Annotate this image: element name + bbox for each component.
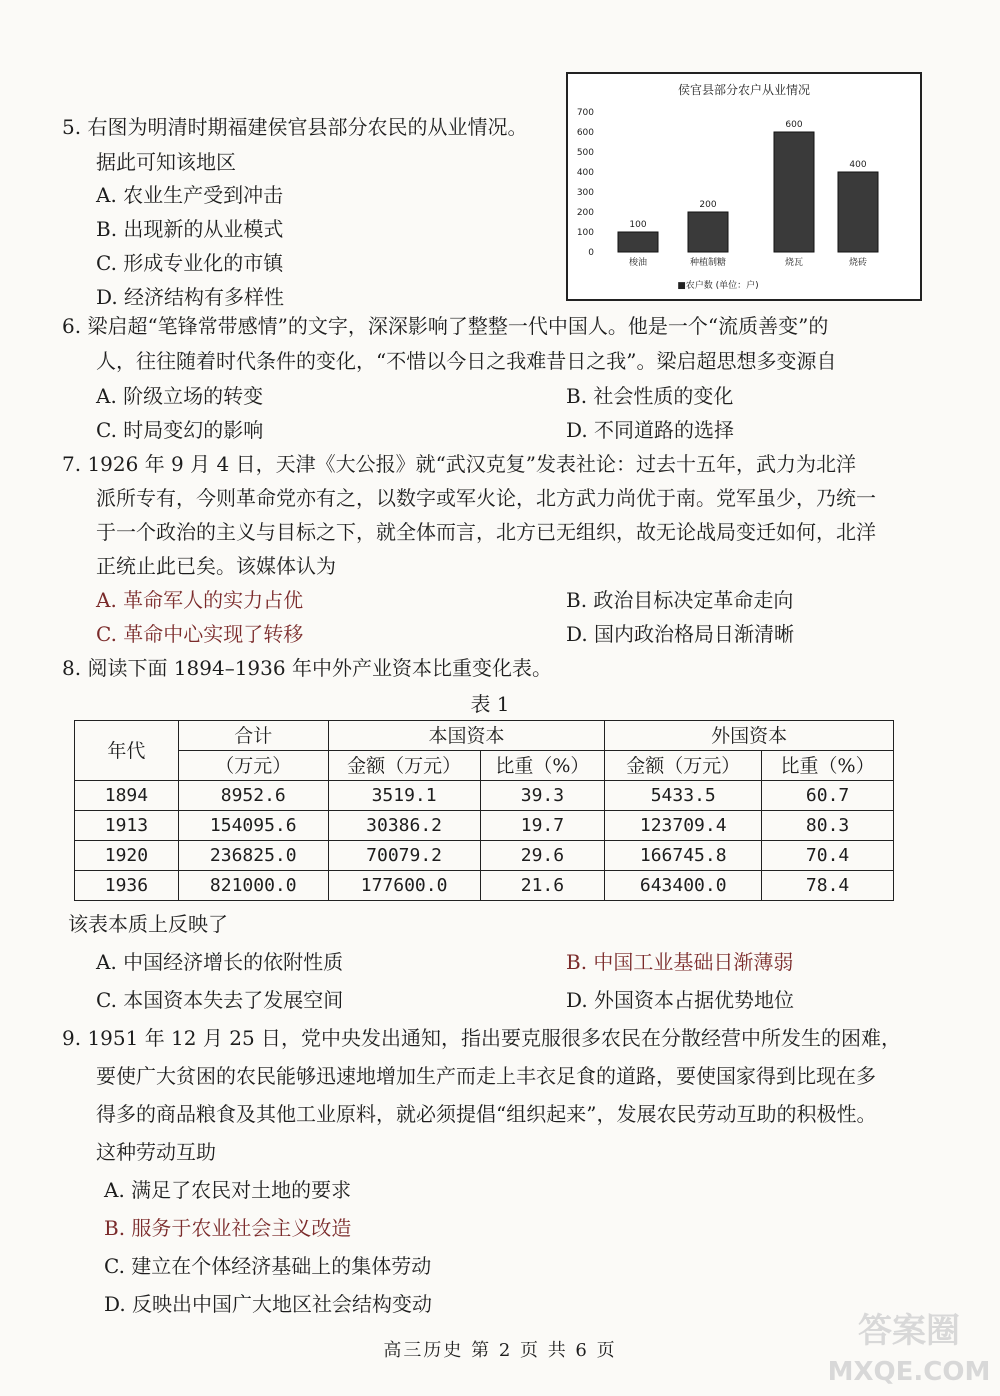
q6-option-b[interactable]: B. 社会性质的变化 [566, 384, 734, 408]
q7-stem-line1: 7. 1926 年 9 月 4 日，天津《大公报》就“武汉克复”发表社论：过去十五年，武力为北洋 [62, 452, 857, 476]
cell-year: 1894 [75, 781, 179, 811]
watermark-bottom: MXQE.COM [827, 1357, 991, 1387]
chart-canvas [568, 74, 920, 299]
cell-total: 8952.6 [178, 781, 328, 811]
table-row [75, 781, 894, 811]
cell-domestic-amount: 30386.2 [328, 811, 480, 841]
q5-stem-line2: 据此可知该地区 [96, 150, 236, 174]
q7-option-d[interactable]: D. 国内政治格局日渐清晰 [566, 622, 795, 646]
cell-year: 1913 [75, 811, 179, 841]
page-footer: 高三历史 第 2 页 共 6 页 [383, 1340, 617, 1361]
chart-title: 侯官县部分农户从业情况 [677, 83, 811, 97]
q7-stem-line4: 正统止此已矣。该媒体认为 [96, 554, 336, 578]
q8-option-c[interactable]: C. 本国资本失去了发展空间 [96, 988, 344, 1012]
q9-option-a[interactable]: A. 满足了农民对土地的要求 [104, 1178, 352, 1202]
q6-option-d[interactable]: D. 不同道路的选择 [566, 418, 735, 442]
cell-year: 1920 [75, 841, 179, 871]
cell-domestic-amount: 3519.1 [328, 781, 480, 811]
q9-option-b[interactable]: B. 服务于农业社会主义改造 [104, 1216, 352, 1240]
y-tick-label: 700 [576, 108, 594, 118]
table-row [75, 841, 894, 871]
q7-stem-line3: 于一个政治的主义与目标之下，就全体而言，北方已无组织，故无论战局变迁如何，北洋 [96, 520, 876, 544]
cell-domestic-ratio: 29.6 [480, 841, 605, 871]
bar [688, 212, 728, 252]
q8-option-b[interactable]: B. 中国工业基础日渐薄弱 [566, 950, 794, 974]
y-tick-label: 500 [576, 148, 594, 158]
q7-option-c[interactable]: C. 革命中心实现了转移 [96, 622, 304, 646]
y-tick-label: 300 [576, 188, 594, 198]
q7-option-a[interactable]: A. 革命军人的实力占优 [96, 588, 304, 612]
q8-after-table: 该表本质上反映了 [68, 912, 228, 936]
header-domestic: 本国资本 [328, 721, 605, 751]
q8-option-a[interactable]: A. 中国经济增长的依附性质 [96, 950, 344, 974]
bar [838, 172, 878, 252]
cell-total: 154095.6 [178, 811, 328, 841]
header-domestic-amount: 金额（万元） [328, 751, 480, 781]
bar-data-label: 400 [849, 160, 867, 170]
table-row [75, 871, 894, 901]
cell-foreign-ratio: 78.4 [762, 871, 894, 901]
header-foreign: 外国资本 [605, 721, 894, 751]
q9-stem-line4: 这种劳动互助 [96, 1140, 216, 1164]
header-total-unit: （万元） [178, 751, 328, 781]
table-header-row-2 [75, 751, 894, 781]
cell-total: 236825.0 [178, 841, 328, 871]
cell-total: 821000.0 [178, 871, 328, 901]
q5-option-b[interactable]: B. 出现新的从业模式 [96, 217, 284, 241]
watermark-top: 答案圈 [858, 1311, 960, 1351]
q8-stem: 8. 阅读下面 1894–1936 年中外产业资本比重变化表。 [62, 656, 552, 680]
capital-table [74, 720, 894, 901]
q9-stem-line3: 得多的商品粮食及其他工业原料，就必须提倡“组织起来”，发展农民劳动互助的积极性。 [96, 1102, 877, 1126]
chart-x-axis-label: ■农户数 (单位：户) [677, 281, 759, 291]
bar-data-label: 200 [699, 200, 717, 210]
header-domestic-ratio: 比重（%） [480, 751, 605, 781]
bar-data-label: 100 [629, 220, 647, 230]
cell-domestic-amount: 70079.2 [328, 841, 480, 871]
header-total: 合计 [178, 721, 328, 751]
cell-foreign-ratio: 70.4 [762, 841, 894, 871]
q5-stem-line1: 5. 右图为明清时期福建侯官县部分农民的从业情况。 [62, 115, 528, 139]
y-tick-label: 400 [576, 168, 594, 178]
y-tick-label: 600 [576, 128, 594, 138]
table-header-row-1 [75, 721, 894, 751]
q7-stem-line2: 派所专有，今则革命党亦有之，以数字或军火论，北方武力尚优于南。党军虽少，乃统一 [96, 486, 876, 510]
q9-option-d[interactable]: D. 反映出中国广大地区社会结构变动 [104, 1292, 433, 1316]
cell-domestic-ratio: 39.3 [480, 781, 605, 811]
q9-stem-line1: 9. 1951 年 12 月 25 日，党中央发出通知，指出要克服很多农民在分散经营中所发生的困难， [62, 1026, 902, 1050]
cell-domestic-ratio: 19.7 [480, 811, 605, 841]
bar-data-label: 600 [785, 120, 803, 130]
q8-option-d[interactable]: D. 外国资本占据优势地位 [566, 988, 795, 1012]
bar [618, 232, 658, 252]
y-tick-label: 200 [576, 208, 594, 218]
y-tick-label: 0 [588, 248, 594, 258]
x-tick-label: 梭油 [628, 258, 648, 268]
q5-option-c[interactable]: C. 形成专业化的市镇 [96, 251, 284, 275]
q6-option-c[interactable]: C. 时局变幻的影响 [96, 418, 264, 442]
x-tick-label: 种植制糖 [689, 258, 727, 268]
x-tick-label: 烧瓦 [784, 258, 804, 268]
cell-foreign-ratio: 80.3 [762, 811, 894, 841]
cell-domestic-amount: 177600.0 [328, 871, 480, 901]
header-foreign-amount: 金额（万元） [605, 751, 762, 781]
header-year: 年代 [75, 721, 179, 781]
table-title: 表 1 [470, 692, 510, 716]
q5-option-d[interactable]: D. 经济结构有多样性 [96, 285, 285, 309]
employment-bar-chart [566, 72, 922, 301]
header-foreign-ratio: 比重（%） [762, 751, 894, 781]
cell-foreign-amount: 166745.8 [605, 841, 762, 871]
q6-stem-line1: 6. 梁启超“笔锋常带感情”的文字，深深影响了整整一代中国人。他是一个“流质善变”的 [62, 314, 829, 338]
cell-foreign-amount: 123709.4 [605, 811, 762, 841]
q6-stem-line2: 人，往往随着时代条件的变化，“不惜以今日之我难昔日之我”。梁启超思想多变源自 [96, 349, 837, 373]
q7-option-b[interactable]: B. 政治目标决定革命走向 [566, 588, 794, 612]
cell-foreign-amount: 643400.0 [605, 871, 762, 901]
x-tick-label: 烧砖 [848, 258, 868, 268]
cell-year: 1936 [75, 871, 179, 901]
q6-option-a[interactable]: A. 阶级立场的转变 [96, 384, 264, 408]
cell-foreign-amount: 5433.5 [605, 781, 762, 811]
q9-stem-line2: 要使广大贫困的农民能够迅速地增加生产而走上丰衣足食的道路，要使国家得到比现在多 [96, 1064, 876, 1088]
bar [774, 132, 814, 252]
y-tick-label: 100 [576, 228, 594, 238]
table-row [75, 811, 894, 841]
q9-option-c[interactable]: C. 建立在个体经济基础上的集体劳动 [104, 1254, 432, 1278]
watermark-logo [824, 1300, 994, 1390]
cell-foreign-ratio: 60.7 [762, 781, 894, 811]
q5-option-a[interactable]: A. 农业生产受到冲击 [96, 183, 284, 207]
cell-domestic-ratio: 21.6 [480, 871, 605, 901]
